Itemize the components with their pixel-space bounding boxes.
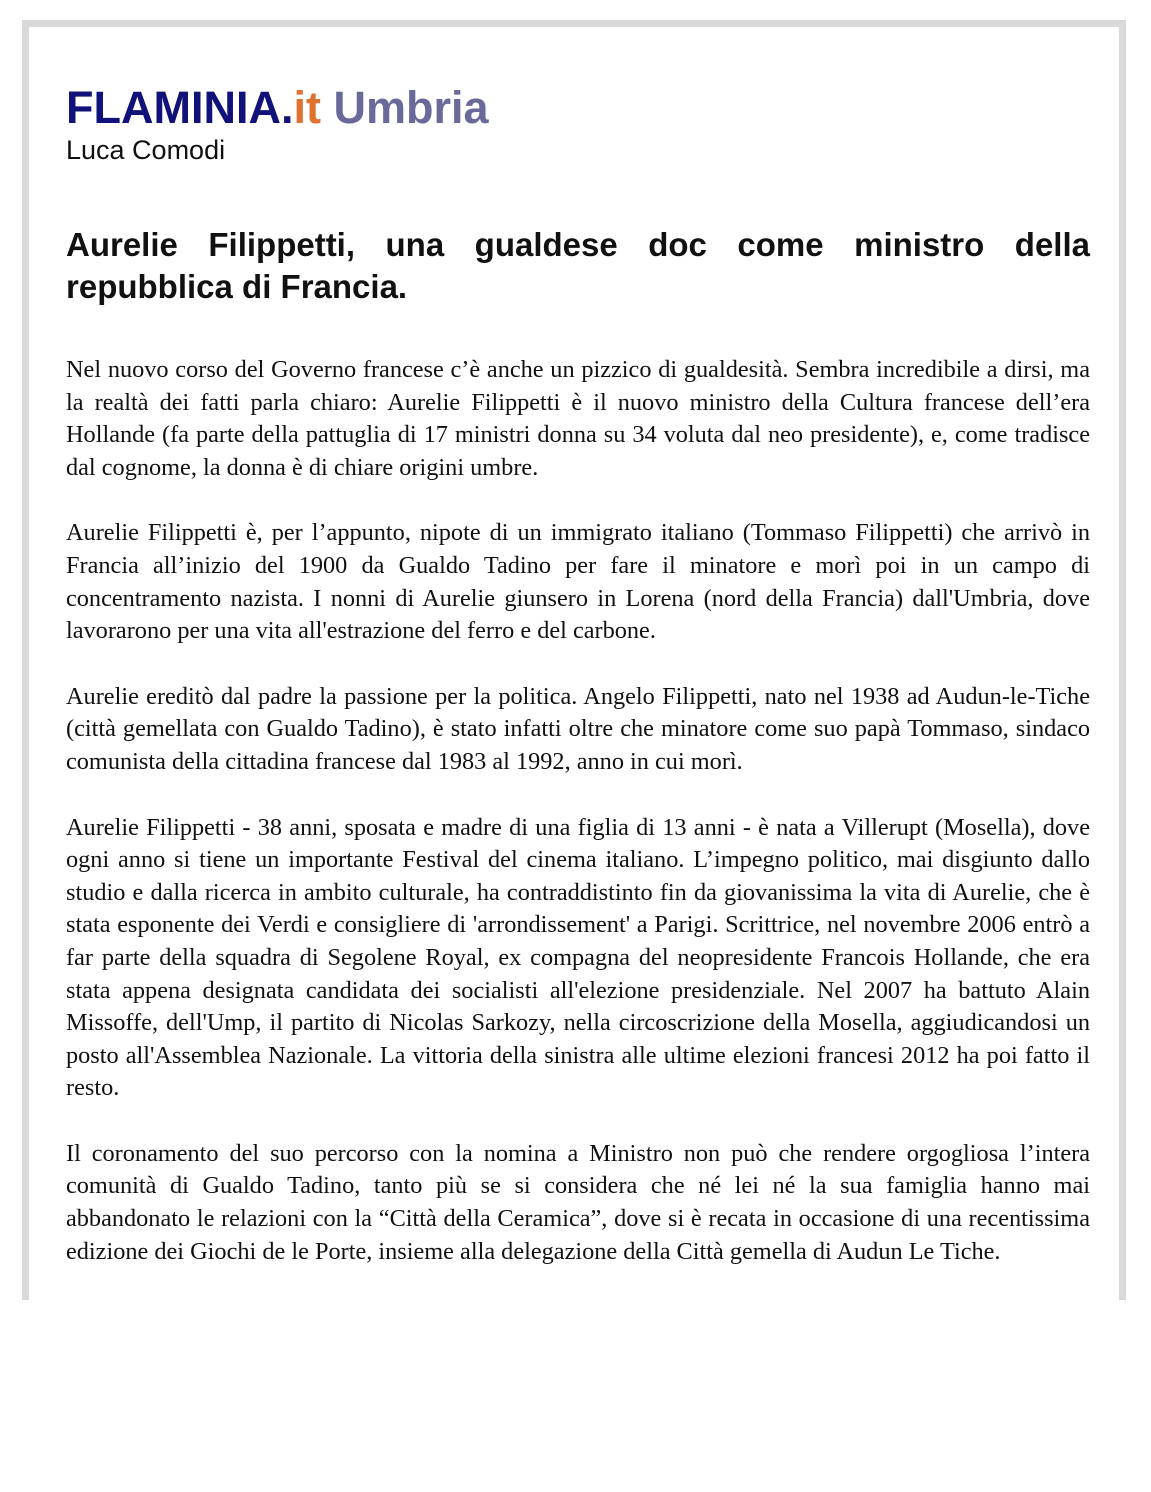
article-paragraph: Aurelie ereditò dal padre la passione per la politica. Angelo Filippetti, nato nel 1938 ad Audun-le-Tiche (città gemellata con Gualdo Tadino), è stato infatti oltre che minatore come suo papà Tommaso, sindaco comunista della cittadina francese dal 1983 al 1992, anno in cui morì. xyxy=(66,682,1090,775)
brand-region: Umbria xyxy=(320,82,489,133)
article-paragraph: Aurelie Filippetti è, per l’appunto, nipote di un immigrato italiano (Tommaso Filippetti) che arrivò in Francia all’inizio del 1900 da Gualdo Tadino per fare il minatore e morì poi in un campo di concentramento nazista. I nonni di Aurelie giunsero in Lorena (nord della Francia) dall'Umbria, dove lavorarono per una vita all'estrazione del ferro e del carbone. xyxy=(66,519,1090,645)
article-paragraph: Aurelie Filippetti - 38 anni, sposata e madre di una figlia di 13 anni - è nata a Villerupt (Mosella), dove ogni anno si tiene un importante Festival del cinema italiano. L’impegno politico, mai disgiunto dallo studio e dalla ricerca in ambito culturale, ha contraddistinto fin da giovanissima la vita di Aurelie, che è stata esponente dei Verdi e consigliere di 'arrondissement' a Parigi. Scrittrice, nel novembre 2006 entrò a far parte della squadra di Segolene Royal, ex compagna del neopresidente Francois Hollande, che era stata appena designata candidata dei socialisti all'elezione presidenziale. Nel 2007 ha battuto Alain Missoffe, dell'Ump, il partito di Nicolas Sarkozy, nella circoscrizione della Mosella, aggiudicandosi un posto all'Assemblea Nazionale. La vittoria della sinistra alle ultime elezioni francesi 2012 ha poi fatto il resto. xyxy=(66,813,1090,1102)
brand-tld: it xyxy=(293,82,321,133)
article-title: Aurelie Filippetti, una gualdese doc come ministro della repubblica di Francia. xyxy=(66,226,1090,305)
site-logo xyxy=(66,82,1090,134)
article-paragraph: Nel nuovo corso del Governo francese c’è anche un pizzico di gualdesità. Sembra incredibile a dirsi, ma la realtà dei fatti parla chiaro: Aurelie Filippetti è il nuovo ministro della Cultura francese dell’era Hollande (fa parte della pattuglia di 17 ministri donna su 34 voluta dal neo presidente), e, come tradisce dal cognome, la donna è di chiare origini umbre. xyxy=(66,356,1090,481)
brand-name: FLAMINIA. xyxy=(66,82,294,133)
author-name: Luca Comodi xyxy=(66,135,226,165)
article-container xyxy=(66,82,1090,1268)
article-paragraph: Il coronamento del suo percorso con la nomina a Ministro non può che rendere orgogliosa l’intera comunità di Gualdo Tadino, tanto più se si considera che né lei né la sua famiglia hanno mai abbandonato le relazioni con la “Città della Ceramica”, dove si è recata in occasione di una recentissima edizione dei Giochi de le Porte, insieme alla delegazione della Città gemella di Audun Le Tiche. xyxy=(66,1139,1090,1265)
